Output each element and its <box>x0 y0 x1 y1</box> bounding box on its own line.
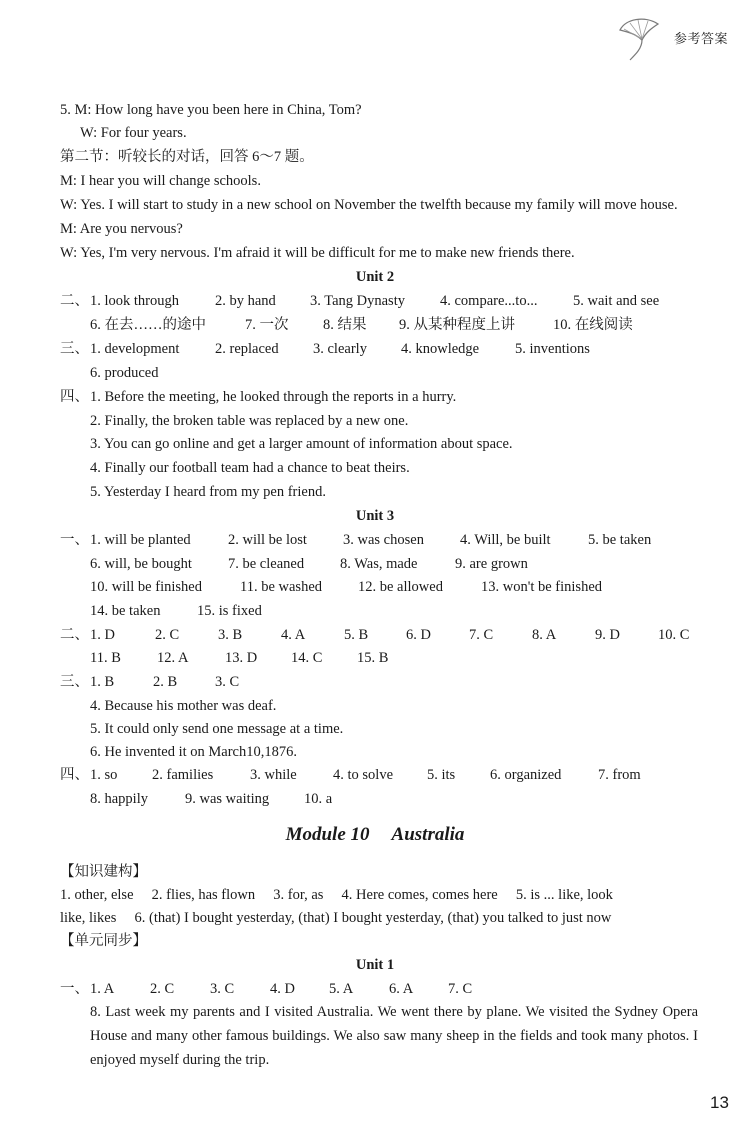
answer-item: 4. D <box>270 981 295 997</box>
q5-line: 5. M: How long have you been here in China, Tom? <box>60 102 362 118</box>
q5-answer: W: For four years. <box>80 125 187 141</box>
answer-item: 13. won't be finished <box>481 579 603 595</box>
answer-line: 4. Finally our football team had a chance to beat theirs. <box>90 460 410 476</box>
section-label: 三、 <box>60 341 89 357</box>
answer-item: 3. B <box>218 627 243 643</box>
answer-item: 7. from <box>598 767 641 783</box>
answer-item: 3. while <box>250 767 297 783</box>
answer-item: 14. C <box>291 650 323 666</box>
answer-item: 4. A <box>281 627 306 643</box>
section-label: 三、 <box>60 674 89 690</box>
answer-item: 11. be washed <box>240 579 323 595</box>
answer-item: 10. 在线阅读 <box>553 317 633 333</box>
section-label: 四、 <box>60 389 89 405</box>
page-number: 13 <box>710 1093 729 1112</box>
section-label: 一、 <box>60 981 89 997</box>
answer-item: 6. 在去……的途中 <box>90 317 206 333</box>
answer-line: 5. Yesterday I heard from my pen friend. <box>90 484 326 500</box>
paragraph-text: 8. Last week my parents and I visited Australia. We went there by plane. We visited the Sydney Opera House and many other famous buildings. We also saw many sheep in the fields and took many photos. I enjoyed myself during the trip. <box>90 1004 698 1068</box>
answer-item: 2. C <box>155 627 180 643</box>
unit1-title: Unit 1 <box>355 957 395 973</box>
answer-item: 1. look through <box>90 293 180 309</box>
answer-line: 6. He invented it on March10,1876. <box>90 744 297 760</box>
answer-item: 15. is fixed <box>197 603 262 619</box>
answer-item: 13. D <box>225 650 258 666</box>
answer-item: 7. be cleaned <box>228 556 305 572</box>
section-label: 二、 <box>60 293 89 309</box>
answer-item: 2. will be lost <box>228 532 307 548</box>
answer-item: 2. families <box>152 767 214 783</box>
answer-item: 8. 结果 <box>323 317 367 333</box>
answer-item: 6. D <box>406 627 431 643</box>
dialogue-line: W: Yes, I'm very nervous. I'm afraid it will be difficult for me to make new friends there. <box>60 245 575 261</box>
answer-item: 14. be taken <box>90 603 161 619</box>
answer-item: 7. C <box>448 981 473 997</box>
answer-item: 8. happily <box>90 791 148 807</box>
answer-item: 3. clearly <box>313 341 367 357</box>
answer-item: 6. organized <box>490 767 562 783</box>
answer-item: 11. B <box>90 650 121 666</box>
answer-item: 8. A <box>532 627 557 643</box>
answer-item: 1. so <box>90 767 118 783</box>
answer-line: 3. You can go online and get a larger amount of information about space. <box>90 436 513 452</box>
module-subtitle: Australia <box>391 824 465 845</box>
answer-item: 2. B <box>153 674 178 690</box>
answer-line: 2. Finally, the broken table was replaced by a new one. <box>90 413 409 429</box>
answer-item: 10. will be finished <box>90 579 202 595</box>
answer-item: 1. B <box>90 674 115 690</box>
answer-item: 3. C <box>215 674 240 690</box>
answer-item: 1. development <box>90 341 180 357</box>
answer-item: 1. will be planted <box>90 532 191 548</box>
answer-item: 4. Will, be built <box>460 532 551 548</box>
answer-item: 7. C <box>469 627 494 643</box>
dialogue-line: W: Yes. I will start to study in a new school on November the twelfth because my family will move house. <box>60 197 678 213</box>
answer-item: 1. A <box>90 981 115 997</box>
answer-item: 7. 一次 <box>245 317 289 333</box>
ginkgo-leaf-icon <box>612 14 672 64</box>
answer-item: 9. was waiting <box>185 791 270 807</box>
answer-item: 3. Tang Dynasty <box>310 293 405 309</box>
answer-item: 5. inventions <box>515 341 590 357</box>
answer-item: 6. A <box>389 981 414 997</box>
dialogue-line: M: Are you nervous? <box>60 221 183 237</box>
answer-item: 4. to solve <box>333 767 394 783</box>
answer-item: 6. produced <box>90 365 159 381</box>
part2-heading: 第二节：听较长的对话，回答 6～7 题。 <box>60 149 314 165</box>
answer-item: 10. a <box>304 791 333 807</box>
answer-item: 12. be allowed <box>358 579 443 595</box>
knowledge-line: 1. other, else 2. flies, has flown 3. for, as 4. Here comes, comes here 5. is ... like, look <box>60 887 613 903</box>
answer-item: 5. B <box>344 627 369 643</box>
answer-line: 4. Because his mother was deaf. <box>90 698 277 714</box>
knowledge-heading: 【知识建构】 <box>60 864 147 880</box>
answer-item: 3. C <box>210 981 235 997</box>
answer-item: 9. are grown <box>455 556 528 572</box>
answer-item: 5. wait and see <box>573 293 660 309</box>
module-number: Module 10 <box>285 824 370 845</box>
answer-line: 1. Before the meeting, he looked through the reports in a hurry. <box>90 389 457 405</box>
answer-item: 4. compare...to... <box>440 293 538 309</box>
answer-item: 2. C <box>150 981 175 997</box>
answer-item: 9. D <box>595 627 620 643</box>
answer-item: 2. by hand <box>215 293 276 309</box>
answer-item: 5. be taken <box>588 532 652 548</box>
answer-line: 5. It could only send one message at a time. <box>90 721 344 737</box>
module-title <box>0 824 750 846</box>
answer-item: 8. Was, made <box>340 556 418 572</box>
answer-item: 5. A <box>329 981 354 997</box>
section-label: 二、 <box>60 627 89 643</box>
unit2-title: Unit 2 <box>355 269 395 285</box>
answer-item: 4. knowledge <box>401 341 480 357</box>
answer-item: 2. replaced <box>215 341 279 357</box>
answer-item: 3. was chosen <box>343 532 424 548</box>
answer-item: 15. B <box>357 650 389 666</box>
unit3-title: Unit 3 <box>355 508 395 524</box>
sync-heading: 【单元同步】 <box>60 933 147 949</box>
section-label: 四、 <box>60 767 89 783</box>
dialogue-line: M: I hear you will change schools. <box>60 173 261 189</box>
knowledge-line: like, likes 6. (that) I bought yesterday, (that) I bought yesterday, (that) you talked to just now <box>60 910 612 926</box>
answer-item: 1. D <box>90 627 115 643</box>
answer-item: 5. its <box>427 767 456 783</box>
header-title: 参考答案 <box>674 31 729 46</box>
page-header <box>612 14 740 64</box>
answer-item: 12. A <box>157 650 189 666</box>
answer-item: 6. will, be bought <box>90 556 192 572</box>
answer-paragraph <box>90 1000 698 1072</box>
answer-item: 10. C <box>658 627 690 643</box>
answer-item: 9. 从某种程度上讲 <box>399 317 515 333</box>
section-label: 一、 <box>60 532 89 548</box>
